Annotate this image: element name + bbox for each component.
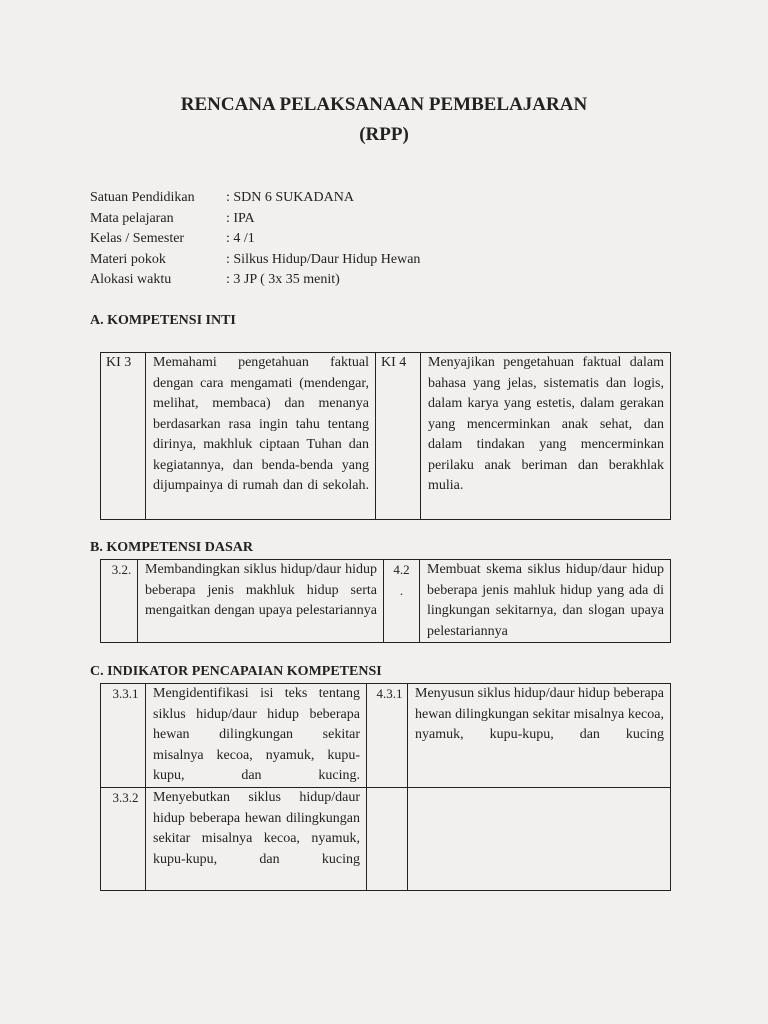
table-row — [101, 560, 671, 643]
table-row — [101, 684, 671, 788]
section-heading-indikator: C. INDIKATOR PENCAPAIAN KOMPETENSI — [90, 664, 382, 679]
ipk-description: Mengidentifikasi isi teks tentang siklus hidup/daur hidup beberapa hewan dilingkungan sekitar misalnya kecoa, nyamuk, kupu-kupu, dan kucing. — [146, 684, 367, 788]
kd-description: Membuat skema siklus hidup/daur hidup beberapa jenis mahluk hidup yang ada di lingkungan sekitarnya, dan slogan upaya pelestariannya — [420, 560, 671, 643]
identity-value: : SDN 6 SUKADANA — [226, 190, 354, 205]
identity-key: Alokasi waktu — [90, 272, 172, 287]
document-subtitle: (RPP) — [359, 124, 409, 145]
document-title: RENCANA PELAKSANAAN PEMBELAJARAN — [180, 94, 588, 115]
identity-row — [90, 250, 420, 271]
identity-row — [90, 270, 420, 291]
identity-value: : 3 JP ( 3x 35 menit) — [226, 272, 340, 287]
kd-code — [384, 560, 420, 643]
kd-code-line: 4.2 — [393, 562, 410, 577]
ipk-description: Menyebutkan siklus hidup/daur hidup beberapa hewan dilingkungan sekitar misalnya kecoa, nyamuk, kupu-kupu, dan kucing — [146, 788, 367, 891]
ipk-description — [408, 788, 671, 891]
ki-code: KI 3 — [101, 353, 146, 520]
ipk-code: 3.3.2 — [101, 788, 146, 891]
identity-value: : Silkus Hidup/Daur Hidup Hewan — [226, 251, 421, 267]
ipk-description: Menyusun siklus hidup/daur hidup beberapa hewan dilingkungan sekitar misalnya kecoa, nyamuk, kupu-kupu, dan kucing — [408, 684, 671, 788]
ipk-code — [367, 788, 408, 891]
identity-key: Mata pelajaran — [90, 210, 174, 226]
ki-code: KI 4 — [376, 353, 421, 520]
ki-table — [100, 352, 671, 520]
identity-block — [90, 188, 420, 291]
identity-key: Materi pokok — [90, 251, 166, 267]
section-heading-kompetensi-dasar: B. KOMPETENSI DASAR — [90, 540, 253, 555]
kd-code-line: . — [399, 582, 404, 598]
ipk-table — [100, 683, 671, 891]
table-row — [101, 353, 671, 520]
identity-value: : 4 /1 — [226, 231, 255, 246]
kd-table — [100, 559, 671, 643]
kd-code: 3.2. — [101, 560, 138, 643]
ipk-code: 3.3.1 — [101, 684, 146, 788]
identity-value: : IPA — [226, 210, 255, 226]
identity-row — [90, 188, 420, 209]
section-heading-kompetensi-inti: A. KOMPETENSI INTI — [90, 313, 236, 328]
identity-row — [90, 229, 420, 250]
kd-description: Membandingkan siklus hidup/daur hidup beberapa jenis makhluk hidup serta mengaitkan dengan upaya pelestariannya — [138, 560, 384, 643]
ki-description: Memahami pengetahuan faktual dengan cara mengamati (mendengar, melihat, membaca) dan menanya berdasarkan rasa ingin tahu tentang dirinya, makhluk ciptaan Tuhan dan kegiatannya, dan benda-benda yang dijumpainya di rumah dan di sekolah. — [146, 353, 376, 520]
identity-row — [90, 209, 420, 230]
ipk-code: 4.3.1 — [367, 684, 408, 788]
table-row — [101, 788, 671, 891]
identity-key: Kelas / Semester — [90, 231, 185, 246]
identity-key: Satuan Pendidikan — [90, 190, 195, 205]
ki-description: Menyajikan pengetahuan faktual dalam bahasa yang jelas, sistematis dan logis, dalam karya yang estetis, dalam gerakan yang mencerminkan anak sehat, dan dalam tindakan yang mencerminkan perilaku anak beriman dan berakhlak mulia. — [421, 353, 671, 520]
